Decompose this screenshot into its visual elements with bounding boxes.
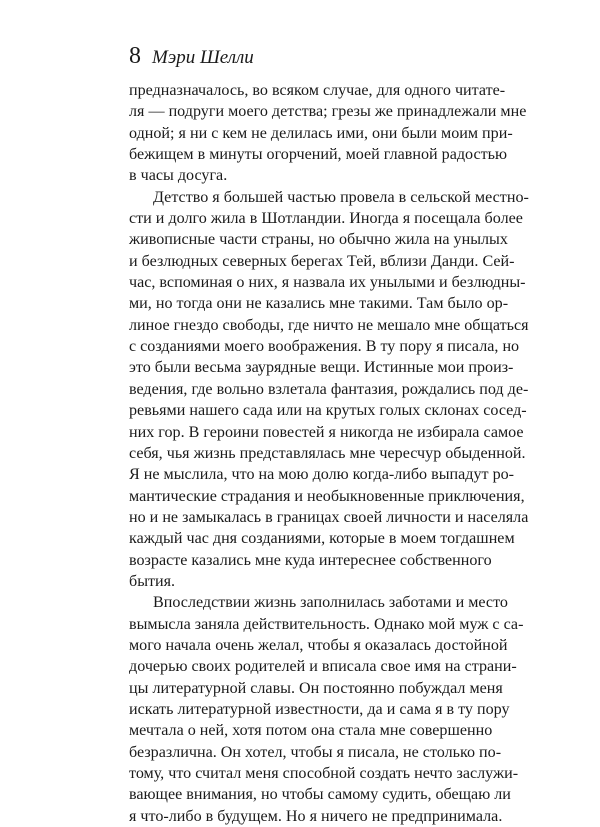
text-line: одной; я ни с кем не делилась ими, они были моим при- <box>129 124 513 142</box>
text-line: мого начала очень желал, чтобы я оказалась достойной <box>129 636 508 654</box>
text-line: это были весьма заурядные вещи. Истинные мои произ- <box>129 359 514 377</box>
text-line: тому, что считал меня способной создать нечто заслужи- <box>129 765 519 782</box>
page-number: 8 <box>129 43 141 69</box>
text-line: мечтала о ней, хотя потом она стала мне совершенно <box>129 722 493 740</box>
text-line: мантические страдания и необыкновенные приключения, <box>129 487 525 505</box>
text-line: я что-либо в будущем. Но я ничего не предпринимала. <box>129 807 503 825</box>
text-line: Детство я большей частью провела в сельской местно- <box>153 188 529 206</box>
text-line: дочерью своих родителей и вписала свое имя на страни- <box>129 658 517 676</box>
running-head <box>129 44 254 68</box>
text-line: в часы досуга. <box>129 167 228 185</box>
text-line: цы литературной славы. Он постоянно побуждал меня <box>129 679 503 697</box>
text-line: линое гнездо свободы, где ничто не мешало мне общаться <box>129 316 529 334</box>
paragraph <box>129 187 529 593</box>
text-line: с созданиями моего воображения. В ту пору я писала, но <box>129 338 520 356</box>
text-line: ля — подруги моего детства; грезы же принадлежали мне <box>129 103 527 121</box>
text-line: искать литературной известности, да и сама я в ту пору <box>129 700 510 718</box>
running-head-author: Мэри Шелли <box>152 47 254 68</box>
text-line: Впоследствии жизнь заполнилась заботами и место <box>153 594 508 612</box>
text-line: возрасте казались мне куда интереснее собственного <box>129 551 492 569</box>
text-line: предназначалось, во всяком случае, для одного читате- <box>129 82 506 99</box>
text-line: них гор. В героини повестей я никогда не избирала самое <box>129 423 524 441</box>
text-line: и безлюдных северных берегах Тей, вблизи Данди. Сей- <box>129 252 515 270</box>
paragraph <box>129 592 524 827</box>
text-line: бежищем в минуты огорчений, моей главной радостью <box>129 146 508 164</box>
text-line: ми, но тогда они не казались мне такими. Там было ор- <box>129 295 509 313</box>
text-line: бытия. <box>129 572 176 590</box>
text-line: безразлична. Он хотел, чтобы я писала, не столько по- <box>129 743 502 761</box>
text-line: живописные части страны, но обычно жила на унылых <box>129 231 508 249</box>
text-line: вымысла заняла действительность. Однако мой муж с са- <box>129 615 524 633</box>
text-line: ревьями нашего сада или на крутых голых склонах сосед- <box>129 402 527 420</box>
body-text <box>129 80 529 827</box>
text-line: каждый час дня созданиями, которые в моем тогдашнем <box>129 530 515 548</box>
paragraph <box>129 80 527 187</box>
text-line: себя, чья жизнь представлялась мне чересчур обыденной. <box>129 444 526 462</box>
text-line: сти и долго жила в Шотландии. Иногда я посещала более <box>129 210 523 228</box>
text-line: Я не мыслила, что на мою долю когда-либо выпадут ро- <box>129 466 515 484</box>
text-line: вающее внимания, но чтобы самому судить, обещаю ли <box>129 786 511 804</box>
text-line: час, вспоминая о них, я назвала их унылыми и безлюдны- <box>129 274 526 292</box>
text-line: но и не замыкалась в границах своей личности и населяла <box>129 508 529 526</box>
text-line: ведения, где вольно взлетала фантазия, рождались под де- <box>129 380 529 398</box>
